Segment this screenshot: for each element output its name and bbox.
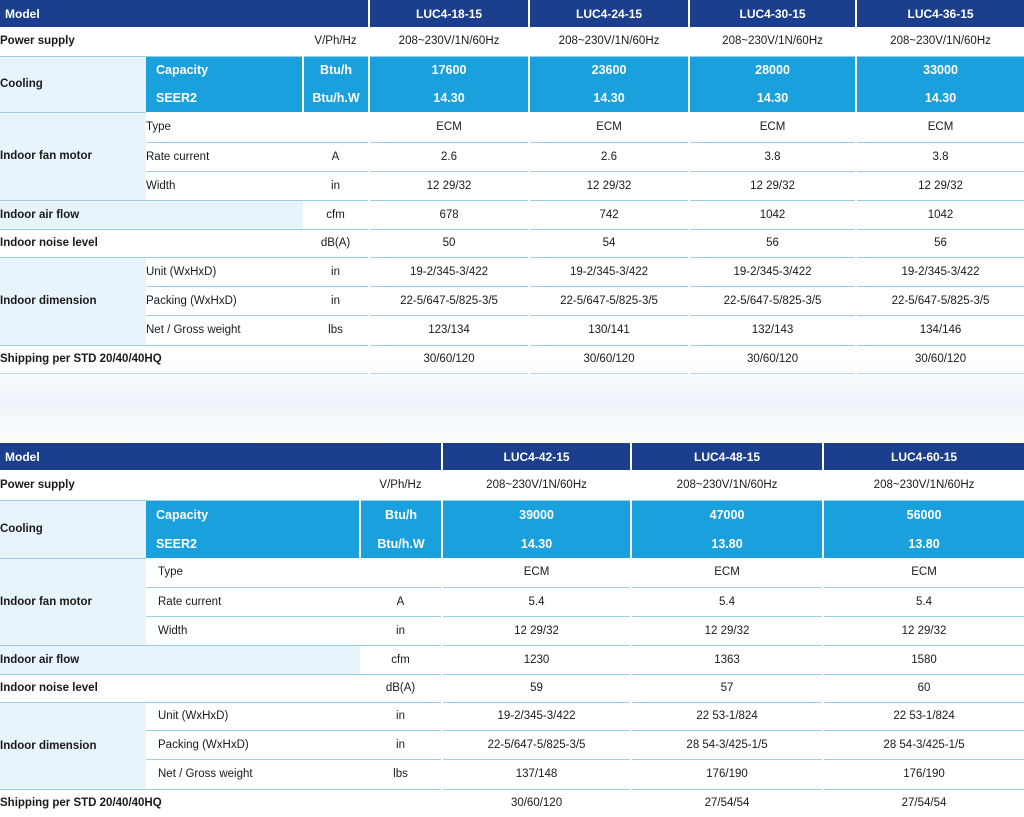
air-flow-value: 1042 [856,200,1024,229]
power-supply-row [0,27,1024,56]
packing-value: 28 54-3/425-1/5 [631,730,823,759]
seer2-label: SEER2 [146,84,303,112]
model-name: LUC4-48-15 [631,443,823,470]
packing-value: 28 54-3/425-1/5 [823,730,1024,759]
model-header-row [0,0,1024,27]
type-value: ECM [823,558,1024,587]
noise-unit: dB(A) [303,229,369,257]
unit-dimension-row [0,702,1024,730]
capacity-value: 33000 [856,56,1024,84]
power-supply-unit: V/Ph/Hz [360,470,442,500]
rate-current-value: 5.4 [823,587,1024,616]
width-label: Width [146,616,360,645]
model-label: Model [0,0,369,27]
seer2-value: 14.30 [369,84,529,112]
weight-label: Net / Gross weight [146,759,360,789]
unit-dimension-value: 19-2/345-3/422 [856,257,1024,286]
shipping-value: 30/60/120 [689,345,856,373]
power-supply-label: Power supply [0,470,360,500]
cooling-label: Cooling [0,56,146,112]
weight-value: 132/143 [689,315,856,345]
rate-current-value: 2.6 [369,142,529,171]
capacity-row [0,56,1024,84]
rate-current-value: 3.8 [689,142,856,171]
capacity-value: 39000 [442,500,631,529]
air-flow-row [0,200,1024,229]
indoor-fan-motor-label: Indoor fan motor [0,558,146,645]
packing-row [0,286,1024,315]
noise-value: 56 [856,229,1024,257]
rate-current-value: 3.8 [856,142,1024,171]
air-flow-value: 678 [369,200,529,229]
width-row [0,616,1024,645]
power-supply-value: 208~230V/1N/60Hz [823,470,1024,500]
packing-value: 22-5/647-5/825-3/5 [369,286,529,315]
air-flow-value: 1363 [631,645,823,674]
power-supply-unit: V/Ph/Hz [303,27,369,56]
noise-row [0,674,1024,702]
packing-unit: in [360,730,442,759]
rate-current-unit: A [360,587,442,616]
rate-current-value: 5.4 [442,587,631,616]
air-flow-row [0,645,1024,674]
cooling-label: Cooling [0,500,146,558]
noise-row [0,229,1024,257]
unit-dimension-value: 22 53-1/824 [823,702,1024,730]
packing-label: Packing (WxHxD) [146,730,360,759]
model-name: LUC4-60-15 [823,443,1024,470]
type-value: ECM [529,112,689,142]
power-supply-row [0,470,1024,500]
model-name: LUC4-36-15 [856,0,1024,27]
rate-current-label: Rate current [146,142,303,171]
type-unit [303,112,369,142]
indoor-fan-motor-label: Indoor fan motor [0,112,146,200]
capacity-label: Capacity [146,500,360,529]
model-name: LUC4-18-15 [369,0,529,27]
unit-dimension-value: 19-2/345-3/422 [442,702,631,730]
power-supply-value: 208~230V/1N/60Hz [631,470,823,500]
air-flow-unit: cfm [303,200,369,229]
seer2-value: 14.30 [529,84,689,112]
packing-unit: in [303,286,369,315]
weight-unit: lbs [303,315,369,345]
power-supply-value: 208~230V/1N/60Hz [529,27,689,56]
width-value: 12 29/32 [689,171,856,200]
type-value: ECM [631,558,823,587]
weight-value: 176/190 [823,759,1024,789]
noise-unit: dB(A) [360,674,442,702]
weight-value: 130/141 [529,315,689,345]
model-name: LUC4-24-15 [529,0,689,27]
unit-dimension-value: 22 53-1/824 [631,702,823,730]
model-label: Model [0,443,442,470]
capacity-value: 56000 [823,500,1024,529]
seer2-row [0,84,1024,112]
unit-dimension-value: 19-2/345-3/422 [369,257,529,286]
seer2-row [0,529,1024,558]
width-value: 12 29/32 [369,171,529,200]
unit-dimension-unit: in [303,257,369,286]
air-flow-value: 742 [529,200,689,229]
width-value: 12 29/32 [442,616,631,645]
noise-value: 59 [442,674,631,702]
width-row [0,171,1024,200]
indoor-dimension-label: Indoor dimension [0,257,146,345]
width-value: 12 29/32 [529,171,689,200]
unit-dimension-label: Unit (WxHxD) [146,702,360,730]
width-label: Width [146,171,303,200]
seer2-value: 13.80 [823,529,1024,558]
power-supply-value: 208~230V/1N/60Hz [856,27,1024,56]
air-flow-value: 1042 [689,200,856,229]
model-header-row [0,443,1024,470]
unit-dimension-row [0,257,1024,286]
power-supply-value: 208~230V/1N/60Hz [442,470,631,500]
seer2-unit: Btu/h.W [360,529,442,558]
noise-value: 57 [631,674,823,702]
capacity-value: 28000 [689,56,856,84]
type-label: Type [146,558,360,587]
packing-value: 22-5/647-5/825-3/5 [689,286,856,315]
indoor-air-flow-label: Indoor air flow [0,200,303,229]
unit-dimension-value: 19-2/345-3/422 [689,257,856,286]
weight-unit: lbs [360,759,442,789]
air-flow-value: 1230 [442,645,631,674]
shipping-value: 27/54/54 [631,789,823,817]
unit-dimension-label: Unit (WxHxD) [146,257,303,286]
capacity-value: 17600 [369,56,529,84]
spec-table-2 [0,443,1024,817]
rate-current-value: 5.4 [631,587,823,616]
unit-dimension-unit: in [360,702,442,730]
packing-value: 22-5/647-5/825-3/5 [529,286,689,315]
packing-row [0,730,1024,759]
shipping-value: 30/60/120 [369,345,529,373]
rate-current-label: Rate current [146,587,360,616]
spec-table-1 [0,0,1024,374]
model-name: LUC4-30-15 [689,0,856,27]
noise-value: 50 [369,229,529,257]
type-value: ECM [369,112,529,142]
rate-current-value: 2.6 [529,142,689,171]
shipping-row [0,345,1024,373]
width-value: 12 29/32 [823,616,1024,645]
capacity-row [0,500,1024,529]
packing-label: Packing (WxHxD) [146,286,303,315]
type-row [0,558,1024,587]
indoor-noise-level-label: Indoor noise level [0,674,360,702]
weight-label: Net / Gross weight [146,315,303,345]
model-name: LUC4-42-15 [442,443,631,470]
weight-row [0,759,1024,789]
air-flow-value: 1580 [823,645,1024,674]
noise-value: 54 [529,229,689,257]
unit-dimension-value: 19-2/345-3/422 [529,257,689,286]
shipping-value: 30/60/120 [529,345,689,373]
capacity-unit: Btu/h [303,56,369,84]
seer2-unit: Btu/h.W [303,84,369,112]
weight-value: 123/134 [369,315,529,345]
power-supply-label: Power supply [0,27,303,56]
type-label: Type [146,112,303,142]
seer2-value: 14.30 [442,529,631,558]
packing-value: 22-5/647-5/825-3/5 [442,730,631,759]
width-value: 12 29/32 [631,616,823,645]
shipping-value: 30/60/120 [856,345,1024,373]
width-unit: in [360,616,442,645]
background-wave [0,360,1024,450]
shipping-row [0,789,1024,817]
rate-current-unit: A [303,142,369,171]
seer2-value: 14.30 [689,84,856,112]
width-value: 12 29/32 [856,171,1024,200]
indoor-air-flow-label: Indoor air flow [0,645,360,674]
shipping-value: 27/54/54 [823,789,1024,817]
power-supply-value: 208~230V/1N/60Hz [689,27,856,56]
weight-value: 134/146 [856,315,1024,345]
seer2-value: 14.30 [856,84,1024,112]
shipping-label: Shipping per STD 20/40/40HQ [0,345,369,373]
weight-value: 137/148 [442,759,631,789]
capacity-value: 47000 [631,500,823,529]
type-row [0,112,1024,142]
seer2-label: SEER2 [146,529,360,558]
packing-value: 22-5/647-5/825-3/5 [856,286,1024,315]
weight-row [0,315,1024,345]
noise-value: 60 [823,674,1024,702]
type-value: ECM [442,558,631,587]
width-unit: in [303,171,369,200]
noise-value: 56 [689,229,856,257]
seer2-value: 13.80 [631,529,823,558]
capacity-value: 23600 [529,56,689,84]
capacity-label: Capacity [146,56,303,84]
type-value: ECM [689,112,856,142]
capacity-unit: Btu/h [360,500,442,529]
shipping-label: Shipping per STD 20/40/40HQ [0,797,162,810]
rate-current-row [0,142,1024,171]
type-unit [360,558,442,587]
shipping-value: 30/60/120 [442,789,631,817]
weight-value: 176/190 [631,759,823,789]
rate-current-row [0,587,1024,616]
type-value: ECM [856,112,1024,142]
air-flow-unit: cfm [360,645,442,674]
power-supply-value: 208~230V/1N/60Hz [369,27,529,56]
indoor-dimension-label: Indoor dimension [0,702,146,789]
indoor-noise-level-label: Indoor noise level [0,229,303,257]
